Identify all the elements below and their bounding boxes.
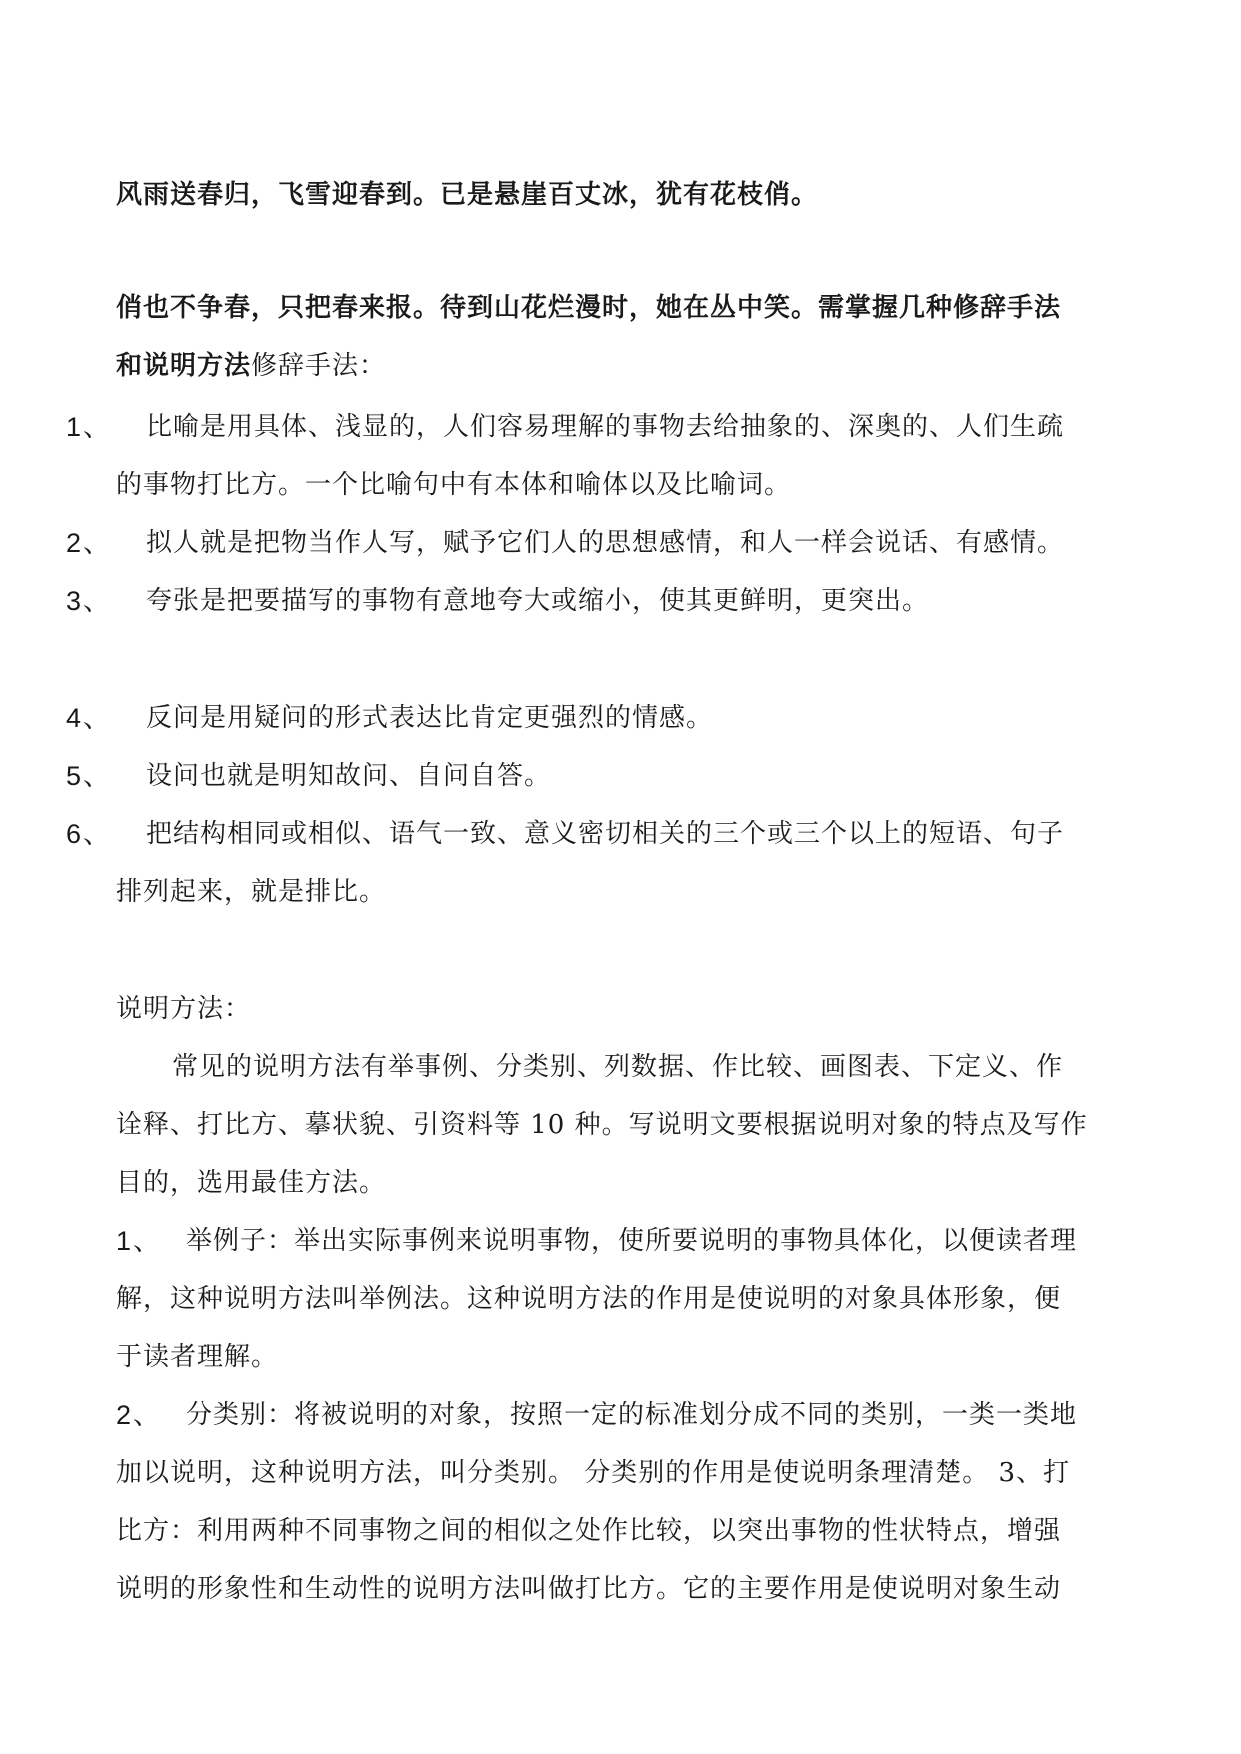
- rhetoric-item-1-line-1: 比喻是用具体、浅显的，人们容易理解的事物去给抽象的、深奥的、人们生疏: [146, 412, 1065, 442]
- method-num-2: 2、: [116, 1400, 163, 1430]
- rhetoric-num-6: 6、: [66, 819, 113, 849]
- rhetoric-num-1: 1、: [66, 412, 113, 442]
- explanation-heading: 说明方法：: [116, 994, 252, 1024]
- rhetoric-item-2: 拟人就是把物当作人写，赋予它们人的思想感情，和人一样会说话、有感情。: [146, 528, 1065, 558]
- rhetoric-item-3: 夸张是把要描写的事物有意地夸大或缩小，使其更鲜明，更突出。: [146, 586, 930, 616]
- method-num-1: 1、: [116, 1226, 163, 1256]
- explanation-intro-line-1: 常见的说明方法有举事例、分类别、列数据、作比较、画图表、下定义、作: [172, 1052, 1064, 1082]
- poem-line-2: 俏也不争春，只把春来报。待到山花烂漫时，她在丛中笑。需掌握几种修辞手法: [116, 293, 1062, 323]
- poem-line-1: 风雨送春归，飞雪迎春到。已是悬崖百丈冰，犹有花枝俏。: [116, 180, 819, 210]
- method-1-line-1: 举例子：举出实际事例来说明事物，使所要说明的事物具体化，以便读者理: [186, 1226, 1078, 1256]
- rhetoric-item-5: 设问也就是明知故问、自问自答。: [146, 761, 552, 791]
- method-2-line-4: 说明的形象性和生动性的说明方法叫做打比方。它的主要作用是使说明对象生动: [116, 1574, 1062, 1604]
- explanation-intro-line-2: 诠释、打比方、摹状貌、引资料等 10 种。写说明文要根据说明对象的特点及写作: [116, 1110, 1088, 1140]
- rhetoric-item-4: 反问是用疑问的形式表达比肯定更强烈的情感。: [146, 703, 714, 733]
- explanation-intro-line-3: 目的，选用最佳方法。: [116, 1168, 387, 1198]
- method-2-line-3: 比方：利用两种不同事物之间的相似之处作比较，以突出事物的性状特点，增强: [116, 1516, 1062, 1546]
- rhetoric-item-6-line-1: 把结构相同或相似、语气一致、意义密切相关的三个或三个以上的短语、句子: [146, 819, 1065, 849]
- rhetoric-num-5: 5、: [66, 761, 113, 791]
- rhetoric-item-6-line-2: 排列起来，就是排比。: [116, 877, 387, 907]
- rhetoric-num-4: 4、: [66, 703, 113, 733]
- rhetoric-item-1-line-2: 的事物打比方。一个比喻句中有本体和喻体以及比喻词。: [116, 470, 792, 500]
- method-1-line-2: 解，这种说明方法叫举例法。这种说明方法的作用是使说明的对象具体形象，便: [116, 1284, 1062, 1314]
- rhetoric-heading-label: 修辞手法：: [251, 351, 387, 381]
- method-2-line-2: 加以说明，这种说明方法，叫分类别。 分类别的作用是使说明条理清楚。 3、打: [116, 1458, 1071, 1488]
- rhetoric-heading-line: [116, 349, 386, 383]
- method-1-line-3: 于读者理解。: [116, 1342, 279, 1372]
- rhetoric-num-3: 3、: [66, 586, 113, 616]
- method-2-line-1: 分类别：将被说明的对象，按照一定的标准划分成不同的类别，一类一类地: [186, 1400, 1078, 1430]
- rhetoric-num-2: 2、: [66, 528, 113, 558]
- rhetoric-heading-bold: 和说明方法: [116, 351, 252, 381]
